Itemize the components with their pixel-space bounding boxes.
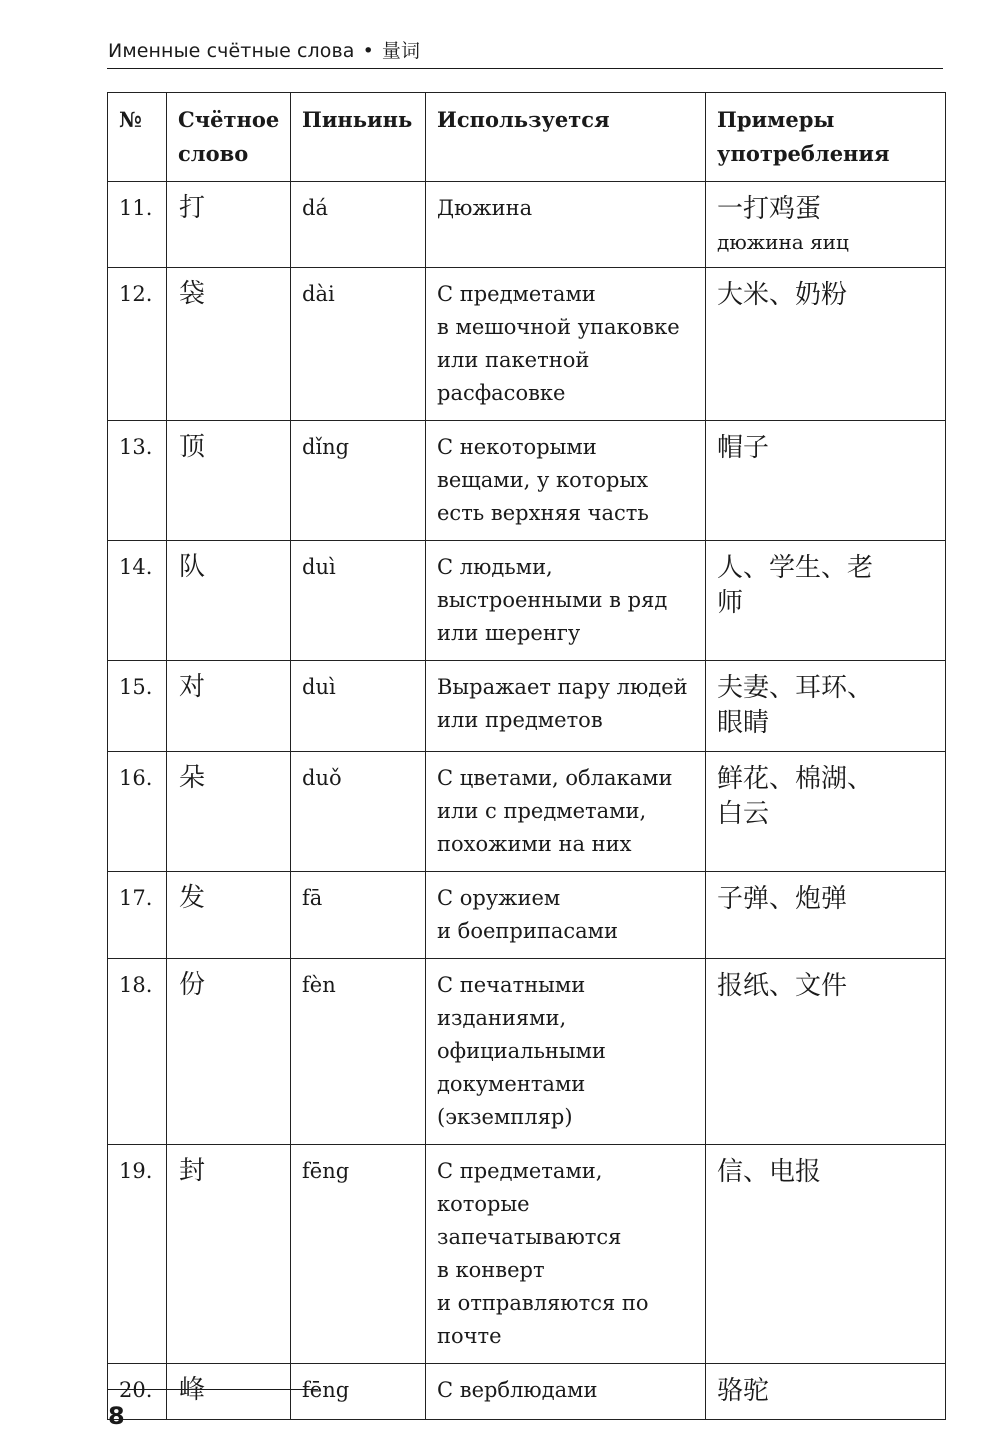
example-chinese: 子弹、炮弹 bbox=[717, 884, 848, 914]
row-number: 14. bbox=[108, 541, 167, 661]
header-number: № bbox=[108, 93, 167, 182]
usage-description: С верблюдами bbox=[426, 1364, 706, 1420]
usage-example bbox=[706, 661, 946, 752]
pinyin: fēng bbox=[291, 1364, 426, 1420]
usage-description: С предметами, которые запечатываются в конверт и отправляются по почте bbox=[426, 1145, 706, 1364]
example-translation: дюжина яиц bbox=[717, 230, 849, 254]
table-row bbox=[108, 959, 946, 1145]
usage-example bbox=[706, 752, 946, 872]
measure-word: 峰 bbox=[167, 1364, 291, 1420]
measure-word: 发 bbox=[167, 872, 291, 959]
usage-example bbox=[706, 541, 946, 661]
table-body bbox=[108, 182, 946, 1420]
measure-word: 顶 bbox=[167, 421, 291, 541]
header-pinyin: Пиньинь bbox=[291, 93, 426, 182]
measure-word: 对 bbox=[167, 661, 291, 752]
usage-example bbox=[706, 268, 946, 421]
header-divider bbox=[107, 68, 943, 69]
row-number: 17. bbox=[108, 872, 167, 959]
example-chinese: 鲜花、棉湖、 白云 bbox=[717, 764, 874, 829]
example-chinese: 夫妻、耳环、 眼睛 bbox=[717, 673, 874, 738]
example-chinese: 一打鸡蛋 bbox=[717, 194, 822, 224]
usage-example bbox=[706, 421, 946, 541]
footer-divider bbox=[108, 1389, 318, 1390]
usage-description: С цветами, облаками или с предметами, похожими на них bbox=[426, 752, 706, 872]
pinyin: dǐng bbox=[291, 421, 426, 541]
running-head-title: Именные счётные слова bbox=[108, 40, 355, 62]
table-row bbox=[108, 661, 946, 752]
table-row bbox=[108, 1364, 946, 1420]
row-number: 16. bbox=[108, 752, 167, 872]
table-row bbox=[108, 421, 946, 541]
usage-description: С оружием и боеприпасами bbox=[426, 872, 706, 959]
header-usage: Используется bbox=[426, 93, 706, 182]
page-number: 8 bbox=[108, 1402, 125, 1430]
pinyin: dài bbox=[291, 268, 426, 421]
table-row bbox=[108, 182, 946, 268]
example-chinese: 报纸、文件 bbox=[717, 971, 848, 1001]
usage-description: Выражает пару людей или предметов bbox=[426, 661, 706, 752]
measure-word: 朵 bbox=[167, 752, 291, 872]
table-row bbox=[108, 541, 946, 661]
pinyin: fā bbox=[291, 872, 426, 959]
row-number: 20. bbox=[108, 1364, 167, 1420]
row-number: 15. bbox=[108, 661, 167, 752]
usage-example bbox=[706, 959, 946, 1145]
pinyin: duǒ bbox=[291, 752, 426, 872]
measure-word: 封 bbox=[167, 1145, 291, 1364]
running-head bbox=[108, 36, 420, 63]
measure-word: 打 bbox=[167, 182, 291, 268]
pinyin: fèn bbox=[291, 959, 426, 1145]
example-chinese: 帽子 bbox=[717, 433, 770, 463]
running-head-chinese: 量词 bbox=[381, 40, 421, 62]
usage-example bbox=[706, 1145, 946, 1364]
example-chinese: 骆驼 bbox=[717, 1376, 770, 1406]
table-row bbox=[108, 1145, 946, 1364]
measure-word: 袋 bbox=[167, 268, 291, 421]
pinyin: fēng bbox=[291, 1145, 426, 1364]
usage-description: С предметами в мешочной упаковке или пакетной расфасовке bbox=[426, 268, 706, 421]
row-number: 11. bbox=[108, 182, 167, 268]
table-header-row bbox=[108, 93, 946, 182]
example-chinese: 信、电报 bbox=[717, 1157, 822, 1187]
row-number: 12. bbox=[108, 268, 167, 421]
measure-words-table bbox=[107, 92, 946, 1420]
usage-example bbox=[706, 182, 946, 268]
table-row bbox=[108, 872, 946, 959]
measure-word: 份 bbox=[167, 959, 291, 1145]
pinyin: duì bbox=[291, 541, 426, 661]
usage-description: С печатными изданиями, официальными документами (экземпляр) bbox=[426, 959, 706, 1145]
measure-word: 队 bbox=[167, 541, 291, 661]
row-number: 13. bbox=[108, 421, 167, 541]
table-row bbox=[108, 268, 946, 421]
example-chinese: 大米、奶粉 bbox=[717, 280, 848, 310]
usage-example bbox=[706, 872, 946, 959]
header-measure-word: Счётное слово bbox=[167, 93, 291, 182]
pinyin: dá bbox=[291, 182, 426, 268]
pinyin: duì bbox=[291, 661, 426, 752]
row-number: 18. bbox=[108, 959, 167, 1145]
running-head-separator: • bbox=[362, 40, 374, 62]
usage-description: С некоторыми вещами, у которых есть верхняя часть bbox=[426, 421, 706, 541]
table-row bbox=[108, 752, 946, 872]
usage-example bbox=[706, 1364, 946, 1420]
example-chinese: 人、学生、老 师 bbox=[717, 553, 874, 618]
header-examples: Примеры употребления bbox=[706, 93, 946, 182]
usage-description: С людьми, выстроенными в ряд или шеренгу bbox=[426, 541, 706, 661]
usage-description: Дюжина bbox=[426, 182, 706, 268]
row-number: 19. bbox=[108, 1145, 167, 1364]
